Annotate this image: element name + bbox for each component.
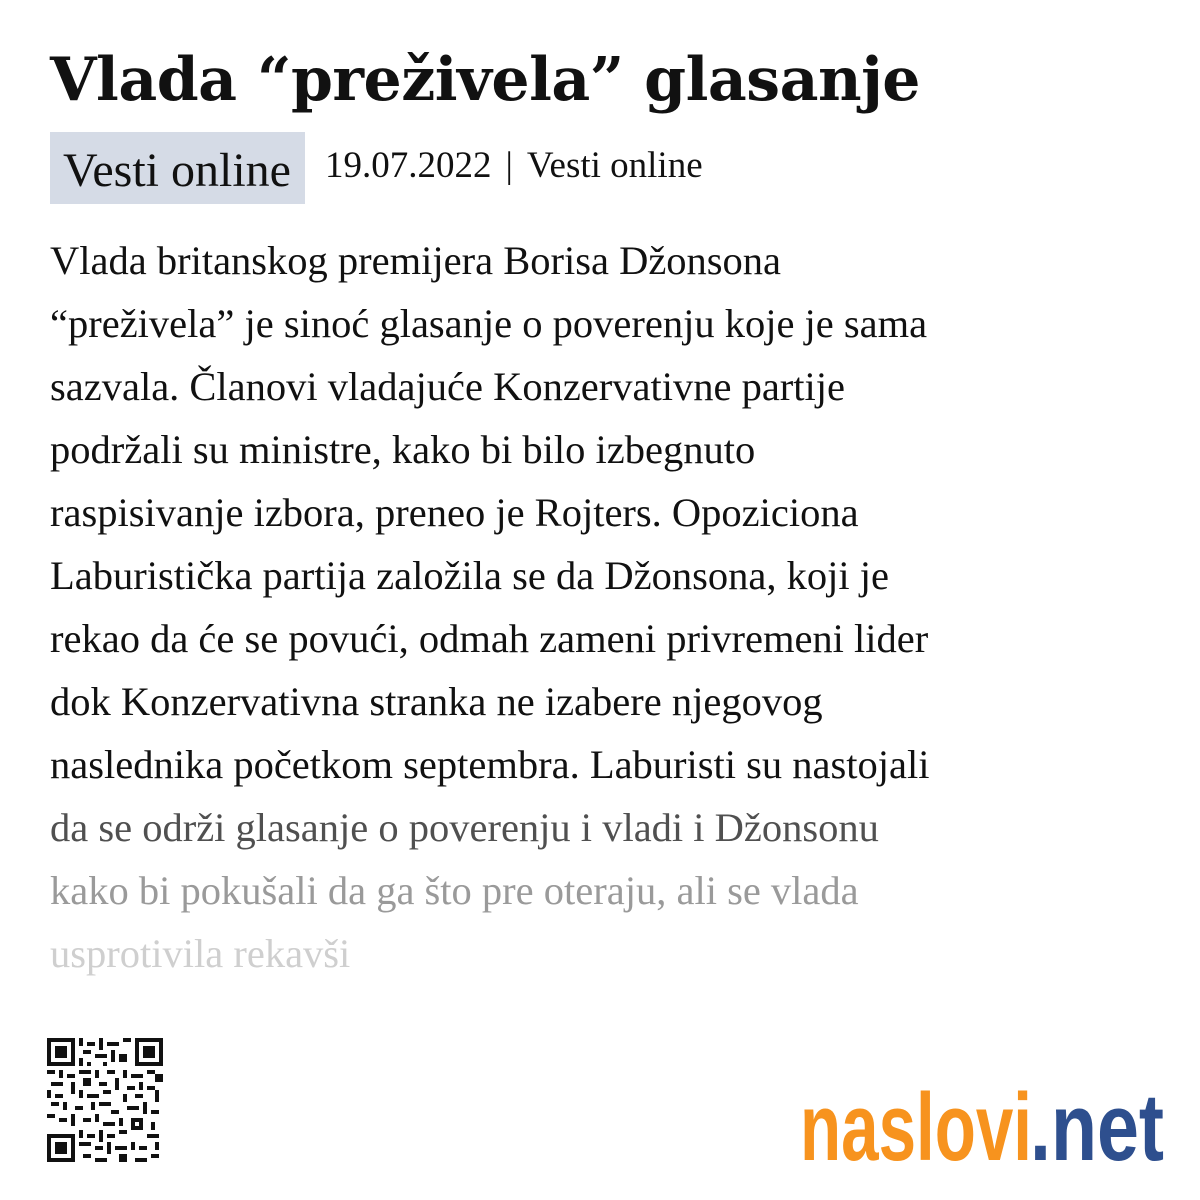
meta-separator: | [505,145,513,186]
body-line: raspisivanje izbora, preneo je Rojters. Opoziciona [50,490,859,535]
body-line: Laburistička partija založila se da Džonsona, koji je [50,553,889,598]
body-line: “preživela” je sinoć glasanje o poverenju koje je sama [50,301,928,346]
body-line: rekao da će se povući, odmah zameni privremeni lider [50,616,929,661]
body-line: naslednika početkom septembra. Laburisti su nastojali [50,742,930,787]
publish-date: 19.07.2022 [324,145,492,186]
article-title: Vlada “preživela” glasanje [50,45,920,115]
body-line: dok Konzervativna stranka ne izabere njegovog [50,679,823,724]
qr-code-icon[interactable] [46,1038,164,1162]
article-body [50,229,1150,985]
body-line: kako bi pokušali da ga što pre oteraju, ali se vlada [50,868,859,913]
body-line: da se održi glasanje o poverenju i vladi i Džonsonu [50,805,879,850]
naslovi-net-logo[interactable] [800,1062,1170,1170]
source-name: Vesti online [526,145,703,186]
logo-text-main: naslovi [800,1074,1032,1170]
logo-text-tld: .net [1030,1074,1164,1170]
body-line: sazvala. Članovi vladajuće Konzervativne partije [50,364,846,409]
meta-info [325,132,703,200]
source-badge[interactable]: Vesti online [50,132,305,204]
body-line: Vlada britanskog premijera Borisa Džonsona [50,238,782,283]
body-line: usprotivila rekavši [50,931,351,976]
body-line: podržali su ministre, kako bi bilo izbegnuto [50,427,756,472]
article-meta [50,132,703,204]
